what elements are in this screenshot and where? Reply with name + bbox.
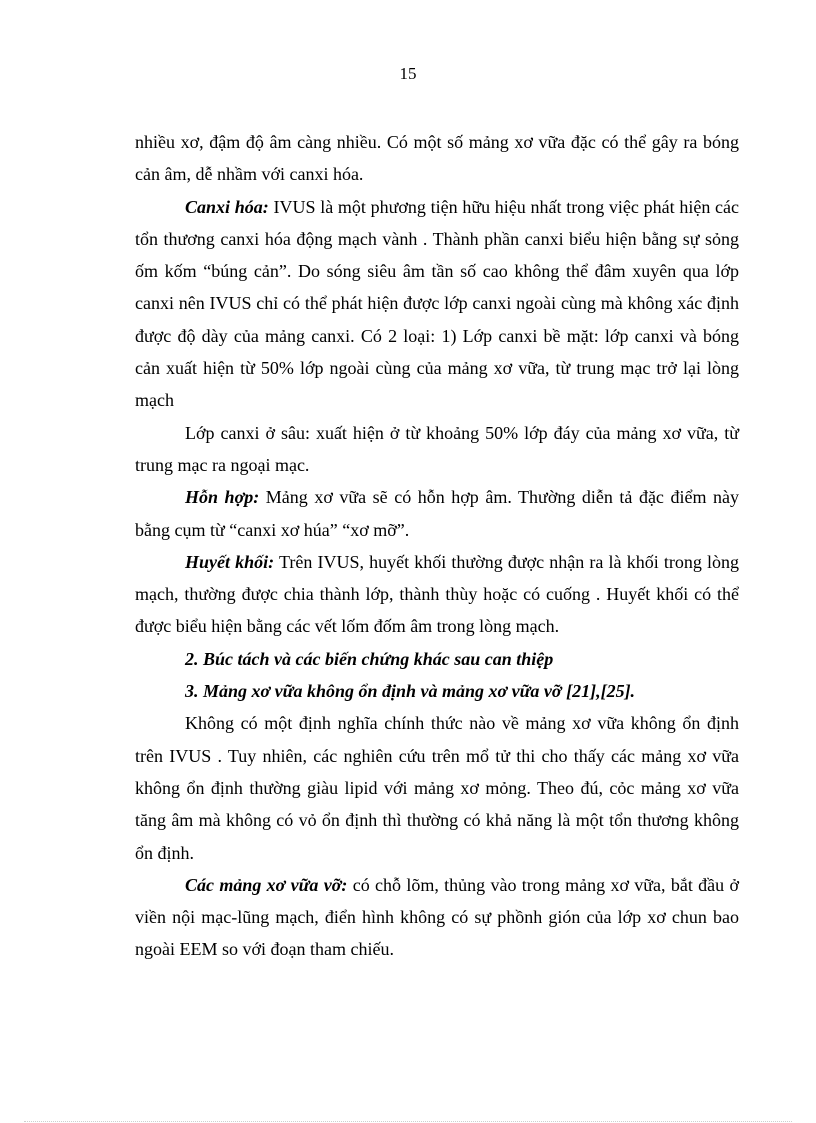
ruptured-text: có chỗ lõm, thủng vào trong mảng xơ vữa, bắt đầu ở viền nội mạc-lũng mạch, điển hình không có sự phồnh gión của lớp xơ chun bao ngoài EEM so với đoạn tham chiếu. (135, 874, 739, 960)
paragraph-deep-calcium: Lớp canxi ở sâu: xuất hiện ở từ khoảng 50% lớp đáy của mảng xơ vữa, từ trung mạc ra ngoại mạc. (135, 422, 739, 475)
paragraph-unstable-plaque: Không có một định nghĩa chính thức nào về mảng xơ vữa không ổn định trên IVUS . Tuy nhiên, các nghiên cứu trên mổ tử thi cho thấy các mảng xơ vữa không ổn định thường giàu lipid với mảng xơ mỏng. Theo đú, cỏc mảng xơ vữa tăng âm mà không có vỏ ổn định thì thường có khả năng là một tổn thương không ổn định. (135, 713, 739, 863)
section-heading-3: 3. Mảng xơ vữa không ổn định và mảng xơ vữa vỡ [21],[25]. (185, 681, 636, 702)
thrombus-text: Trên IVUS, huyết khối thường được nhận ra là khối trong lòng mạch, thường được chia thành lớp, thành thùy hoặc có cuống . Huyết khối có thể được biểu hiện bằng các vết lốm đốm âm trong lòng mạch. (135, 551, 740, 637)
paragraph-calcification (135, 191, 739, 417)
thrombus-heading: Huyết khối: (185, 551, 275, 572)
mixed-heading: Hỗn hợp: (185, 487, 260, 508)
calcification-heading: Canxi hóa: (185, 196, 269, 217)
section-heading-2: 2. Búc tách và các biến chứng khác sau can thiệp (185, 648, 554, 669)
paragraph-mixed (135, 481, 739, 546)
mixed-text: Mảng xơ vữa sẽ có hỗn hợp âm. Thường diễn tả đặc điểm này bằng cụm từ “canxi xơ húa” “xơ mỡ”. (135, 487, 739, 540)
page-bottom-divider (24, 1121, 792, 1122)
paragraph-thrombus (135, 546, 739, 643)
ruptured-heading: Các mảng xơ vữa vỡ: (185, 874, 348, 895)
page-number: 15 (399, 64, 417, 83)
document-body (135, 126, 739, 966)
calcification-text: IVUS là một phương tiện hữu hiệu nhất trong việc phát hiện các tổn thương canxi hóa động mạch vành . Thành phần canxi biểu hiện bằng sự sỏng ốm kốm “búng cản”. Do sóng siêu âm tần số cao không thể đâm xuyên qua lớp canxi nên IVUS chỉ có thể phát hiện được lớp canxi ngoài cùng mà không xác định được độ dày của mảng canxi. Có 2 loại: 1) Lớp canxi bề mặt: lớp canxi và bóng cản xuất hiện từ 50% lớp ngoài cùng của mảng xơ vữa, từ trung mạc trở lại lòng mạch (135, 196, 739, 411)
paragraph-ruptured-plaque (135, 869, 739, 966)
paragraph-fibrous-continuation: nhiều xơ, đậm độ âm càng nhiều. Có một số mảng xơ vữa đặc có thể gây ra bóng cản âm, dễ nhầm với canxi hóa. (135, 132, 739, 185)
